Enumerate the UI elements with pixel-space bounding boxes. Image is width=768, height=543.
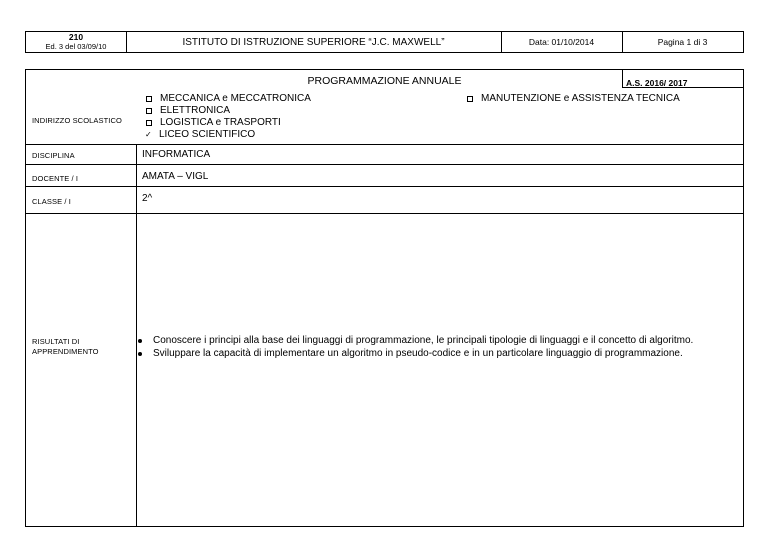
checkbox-empty-icon [146,108,152,114]
school-year: A.S. 2016/ 2017 [626,78,688,88]
bullet-icon [138,352,142,356]
option-meccanica[interactable] [146,93,311,104]
checkbox-empty-icon [146,120,152,126]
form-code: 210 [68,31,84,42]
outcome-text: Sviluppare la capacità di implementare un algoritmo in pseudo-codice e in un particolare linguaggio di programmazione. [153,348,683,359]
revision-date: Data: 01/10/2014 [528,37,595,47]
option-label: LICEO SCIENTIFICO [159,129,256,140]
list-item [138,335,738,347]
option-label: MECCANICA e MECCATRONICA [160,93,311,104]
bullet-icon [138,339,142,343]
disciplina-label: DISCIPLINA [32,151,75,160]
page-title: PROGRAMMAZIONE ANNUALE [307,75,462,87]
document-header [25,31,744,53]
checkbox-empty-icon [146,96,152,102]
risultati-label [32,337,99,357]
list-item [138,348,738,360]
checkbox-empty-icon [467,96,473,102]
indirizzo-label: INDIRIZZO SCOLASTICO [32,116,122,125]
option-label: MANUTENZIONE e ASSISTENZA TECNICA [481,93,680,104]
docente-label: DOCENTE / I [32,174,79,183]
header-code-cell [26,32,126,52]
disciplina-value: INFORMATICA [142,149,211,160]
outcome-text: Conoscere i principi alla base dei linguaggi di programmazione, le principali tipologie di linguaggi e il concetto di algoritmo. [153,335,694,346]
programmazione-table [25,69,744,527]
edition-label: Ed. 3 del 03/09/10 [45,41,107,51]
classe-label: CLASSE / I [32,197,71,206]
learning-outcomes-list [138,335,738,361]
option-liceo-scientifico[interactable] [145,129,255,140]
page-number: Pagina 1 di 3 [657,37,708,47]
institute-cell [126,32,501,52]
institute-name: ISTITUTO DI ISTRUZIONE SUPERIORE “J.C. MAXWELL” [182,36,445,48]
checkmark-icon: ✓ [145,130,152,139]
option-label: LOGISTICA e TRASPORTI [160,117,281,128]
option-label: ELETTRONICA [160,105,231,116]
option-logistica[interactable] [146,117,281,128]
risultati-label-line1: RISULTATI DI [32,337,80,346]
page-cell [622,32,743,52]
date-cell [501,32,622,52]
docente-value: AMATA – VIGL [142,171,209,182]
option-manutenzione[interactable] [467,93,680,104]
classe-value: 2^ [142,193,153,204]
risultati-label-line2: APPRENDIMENTO [32,347,99,356]
option-elettronica[interactable] [146,105,230,116]
